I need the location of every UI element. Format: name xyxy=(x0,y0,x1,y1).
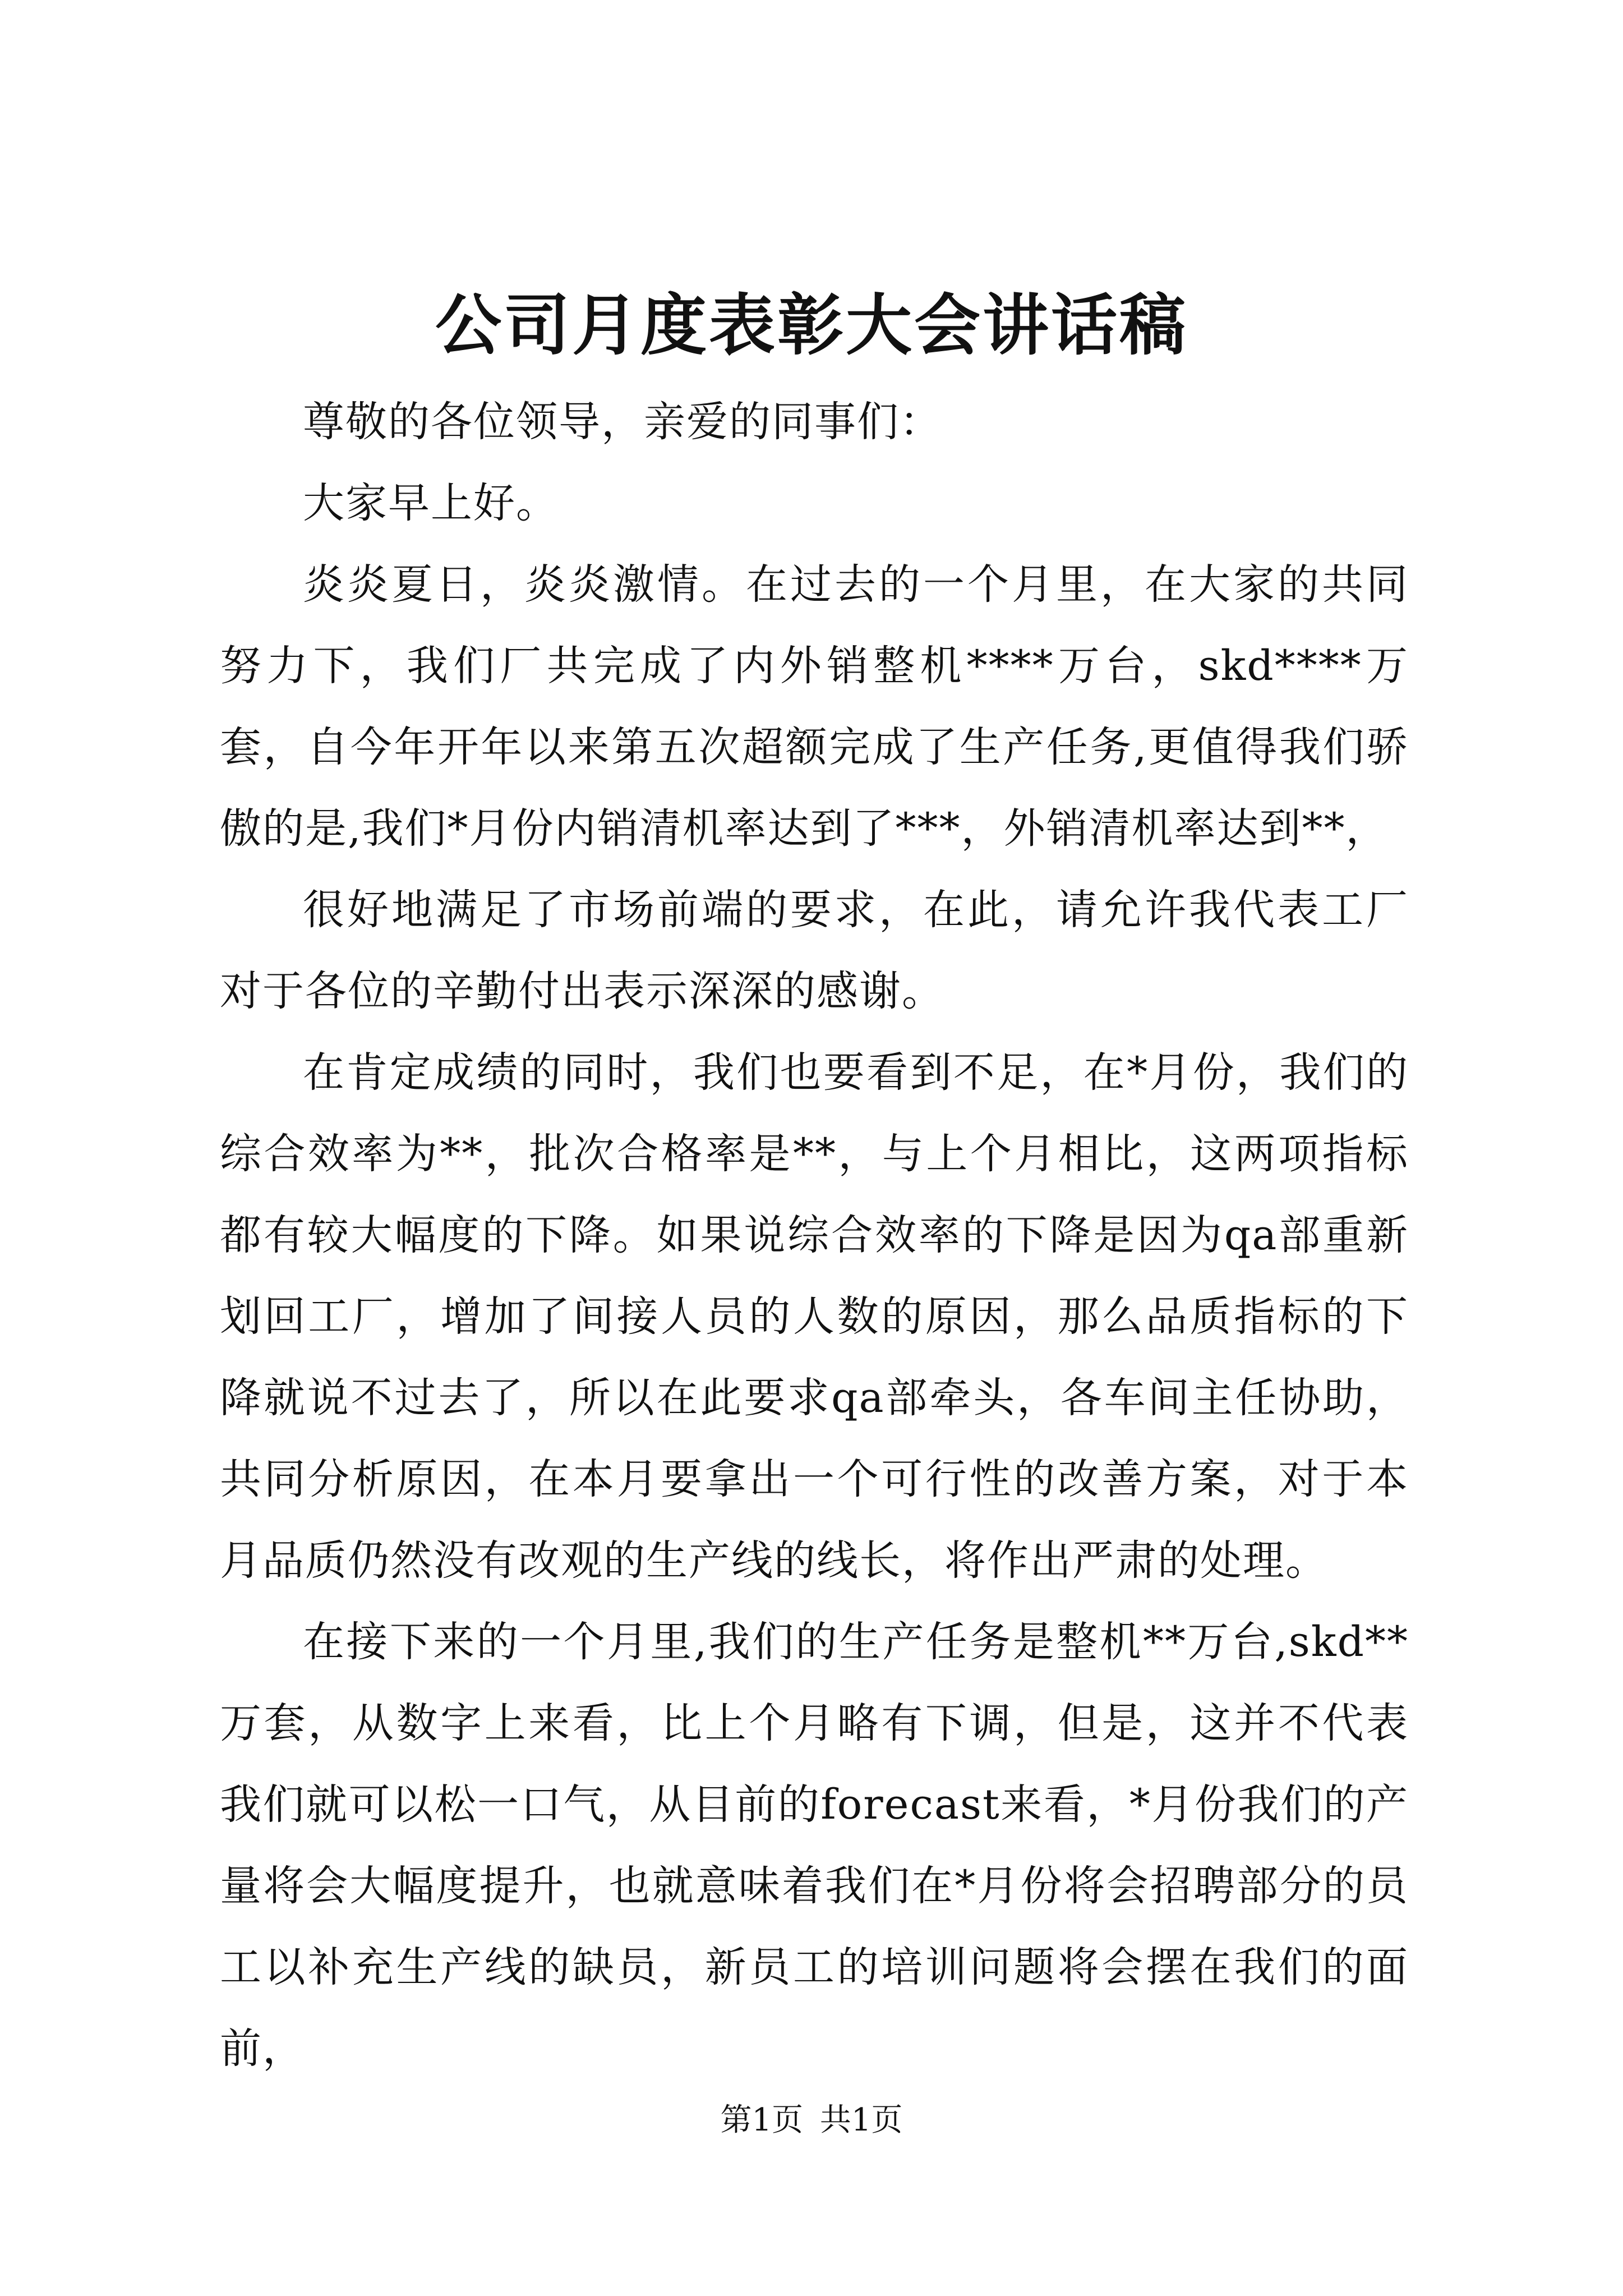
paragraph-next-month: 在接下来的一个月里,我们的生产任务是整机**万台,skd**万套，从数字上来看，比上个月略有下调，但是，这并不代表我们就可以松一口气，从目前的forecast来看，*月份我们的产量将会大幅度提升，也就意味着我们在*月份将会招聘部分的员工以补充生产线的缺员，新员工的培训问题将会摆在我们的面前， xyxy=(220,1618,1409,2073)
paragraph-salutation: 尊敬的各位领导，亲爱的同事们： xyxy=(303,398,942,446)
page-number: 第1页 xyxy=(720,2102,804,2138)
document-body xyxy=(220,381,1409,2090)
page-total: 共1页 xyxy=(819,2102,903,2138)
page-footer xyxy=(0,2098,1623,2143)
paragraph-thanks: 很好地满足了市场前端的要求，在此，请允许我代表工厂对于各位的辛勤付出表示深深的感谢。 xyxy=(220,886,1409,1015)
document-title: 公司月度表彰大会讲话稿 xyxy=(435,286,1188,364)
paragraph-shortcomings: 在肯定成绩的同时，我们也要看到不足，在*月份，我们的综合效率为**，批次合格率是**，与上个月相比，这两项指标都有较大幅度的下降。如果说综合效率的下降是因为qa部重新划回工厂，增加了间接人员的人数的原因，那么品质指标的下降就说不过去了，所以在此要求qa部牵头，各车间主任协助，共同分析原因，在本月要拿出一个可行性的改善方案，对于本月品质仍然没有改观的生产线的线长，将作出严肃的处理。 xyxy=(220,1048,1409,1585)
paragraph-achievements: 炎炎夏日，炎炎激情。在过去的一个月里，在大家的共同努力下，我们厂共完成了内外销整机****万台，skd****万套，自今年开年以来第五次超额完成了生产任务,更值得我们骄傲的是,我们*月份内销清机率达到了***，外销清机率达到**， xyxy=(220,560,1409,853)
paragraph-greeting: 大家早上好。 xyxy=(303,479,559,527)
